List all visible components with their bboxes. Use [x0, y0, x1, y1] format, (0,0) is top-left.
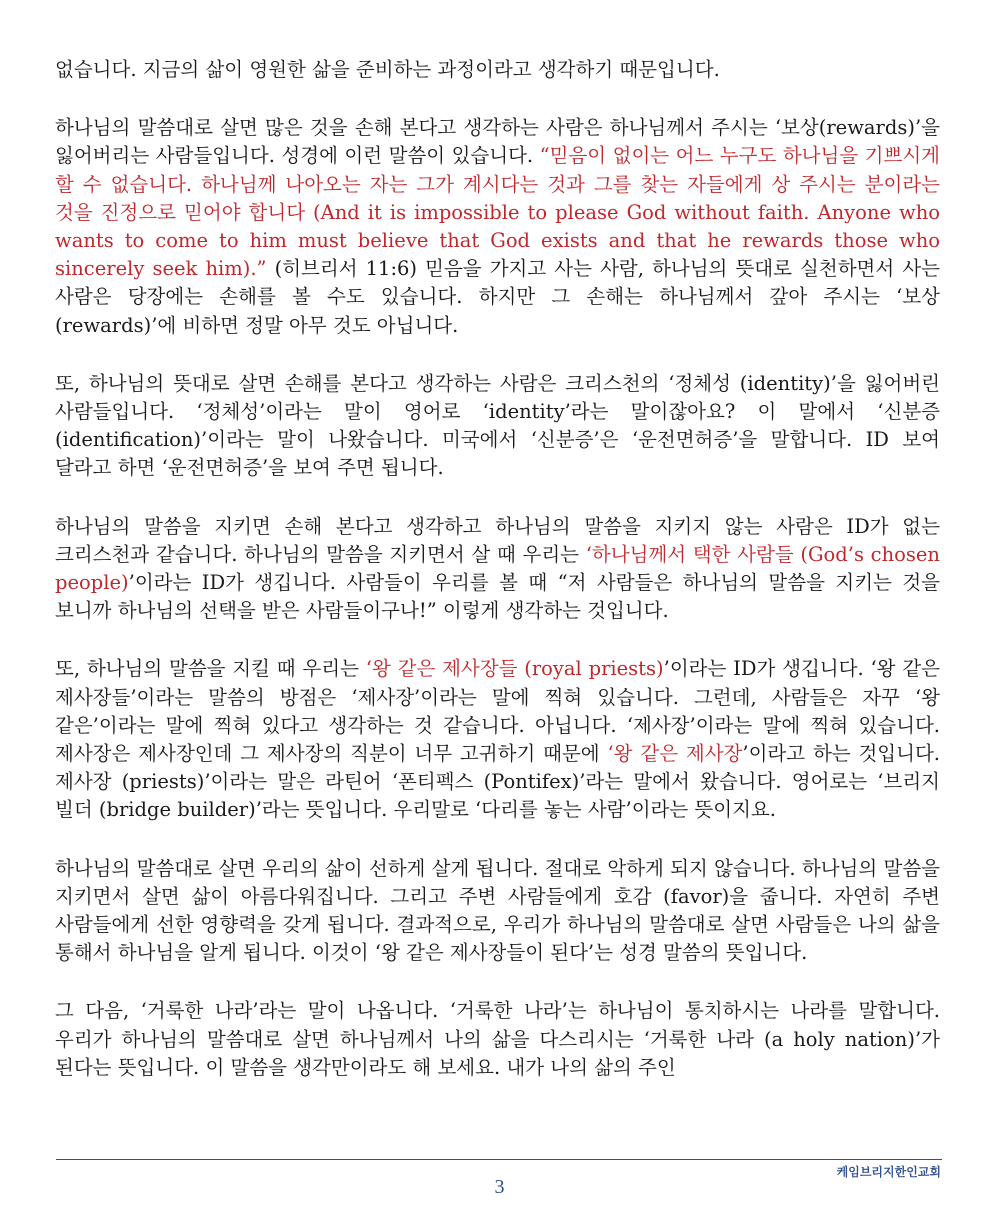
- text-segment: 그 다음, ‘거룩한 나라’라는 말이 나옵니다. ‘거룩한 나라’는 하나님이 통치하시는 나라를 말합니다. 우리가 하나님의 말씀대로 살면 하나님께서 나의 삶을 다스리시는 ‘거룩한 나라 (a holy nation)’가 된다는 뜻입니다. 이 말씀을 생각만이라도 해 보세요. 내가 나의 삶의 주인: [55, 999, 940, 1079]
- body-text: [55, 56, 940, 1112]
- paragraph: [55, 997, 940, 1082]
- text-segment: 하나님의 말씀을 지키면 손해 본다고 생각하고 하나님의 말씀을 지키지 않는 사람은 ID가 없는 크리스천과 같습니다. 하나님의 말씀을 지키면서 살 때 우리는: [55, 514, 940, 566]
- scripture-quote: ‘하나님께서 택한 사람들 (God’s chosen people): [55, 542, 940, 595]
- text-segment: 없습니다. 지금의 삶이 영원한 삶을 준비하는 과정이라고 생각하기 때문입니다.: [55, 58, 720, 81]
- text-segment: (히브리서 11:6) 믿음을 가지고 사는 사람, 하나님의 뜻대로 실천하면서 사는 사람은 당장에는 손해를 볼 수도 있습니다. 하지만 그 손해는 하나님께서 갚아 주시는 ‘보상 (rewards)’에 비하면 정말 아무 것도 아닙니다.: [55, 257, 940, 337]
- scripture-quote: ‘왕 같은 제사장들 (royal priests): [365, 657, 664, 681]
- text-segment: ’이라는 ID가 생깁니다. ‘왕 같은 제사장들’이라는 말씀의 방점은 ‘제사장’이라는 말에 찍혀 있습니다. 그런데, 사람들은 자꾸 ‘왕 같은’이라는 말에 찍혀 있다고 생각하는 것 같습니다. 아닙니다. ‘제사장’이라는 말에 찍혀 있습니다. 제사장은 제사장인데 그 제사장의 직분이 너무 고귀하기 때문에: [55, 657, 941, 766]
- text-segment: 또, 하나님의 뜻대로 살면 손해를 본다고 생각하는 사람은 크리스천의 ‘정체성 (identity)’을 잃어버린 사람들입니다. ‘정체성’이라는 말이 영어로 ‘identity’라는 말이잖아요? 이 말에서 ‘신분증 (identification)’이라는 말이 나왔습니다. 미국에서 ‘신분증’은 ‘운전면허증’을 말합니다. ID 보여 달라고 하면 ‘운전면허증’을 보여 주면 됩니다.: [55, 371, 940, 480]
- paragraph: [55, 513, 940, 626]
- page-number: 3: [494, 1176, 505, 1198]
- scripture-quote: ‘왕 같은 제사장: [607, 742, 743, 766]
- text-segment: 또, 하나님의 말씀을 지킬 때 우리는: [55, 657, 366, 681]
- text-segment: ’이라는 ID가 생깁니다. 사람들이 우리를 볼 때 “저 사람들은 하나님의 말씀을 지키는 것을 보니까 하나님의 선택을 받은 사람들이구나!” 이렇게 생각하는 것입니다.: [55, 571, 940, 623]
- text-segment: 하나님의 말씀대로 살면 많은 것을 손해 본다고 생각하는 사람은 하나님께서 주시는 ‘보상(rewards)’을 잃어버리는 사람들입니다. 성경에 이런 말씀이 있습니다.: [55, 116, 940, 168]
- footer-church-name: 케임브리지한인교회: [836, 1165, 941, 1179]
- footer-divider: [56, 1159, 942, 1160]
- text-segment: 하나님의 말씀대로 살면 우리의 삶이 선하게 살게 됩니다. 절대로 악하게 되지 않습니다. 하나님의 말씀을 지키면서 살면 삶이 아름다워집니다. 그리고 주변 사람들에게 호감 (favor)을 줍니다. 자연히 주변 사람들에게 선한 영향력을 갖게 됩니다. 결과적으로, 우리가 하나님의 말씀대로 살면 사람들은 나의 삶을 통해서 하나님을 알게 됩니다. 이것이 ‘왕 같은 제사장들이 된다’는 성경 말씀의 뜻입니다.: [55, 856, 940, 965]
- scripture-quote: “믿음이 없이는 어느 누구도 하나님을 기쁘시게 할 수 없습니다. 하나님께 나아오는 자는 그가 계시다는 것과 그를 찾는 자들에게 상 주시는 분이라는 것을 진정으로 믿어야 합니다 (And it is impossible to please God without faith. Anyone who wants to come to him must believe that God exists and that he rewards those who sincerely seek him).”: [55, 144, 940, 281]
- paragraph: [55, 370, 940, 483]
- paragraph: [55, 56, 940, 84]
- paragraph: [55, 655, 940, 824]
- paragraph: [55, 855, 940, 968]
- paragraph: [55, 114, 940, 340]
- text-segment: ’이라고 하는 것입니다. 제사장 (priests)’이라는 말은 라틴어 ‘폰티펙스 (Pontifex)’라는 말에서 왔습니다. 영어로는 ‘브리지 빌더 (bridge builder)’라는 뜻입니다. 우리말로 ‘다리를 놓는 사람’이라는 뜻이지요.: [55, 742, 940, 822]
